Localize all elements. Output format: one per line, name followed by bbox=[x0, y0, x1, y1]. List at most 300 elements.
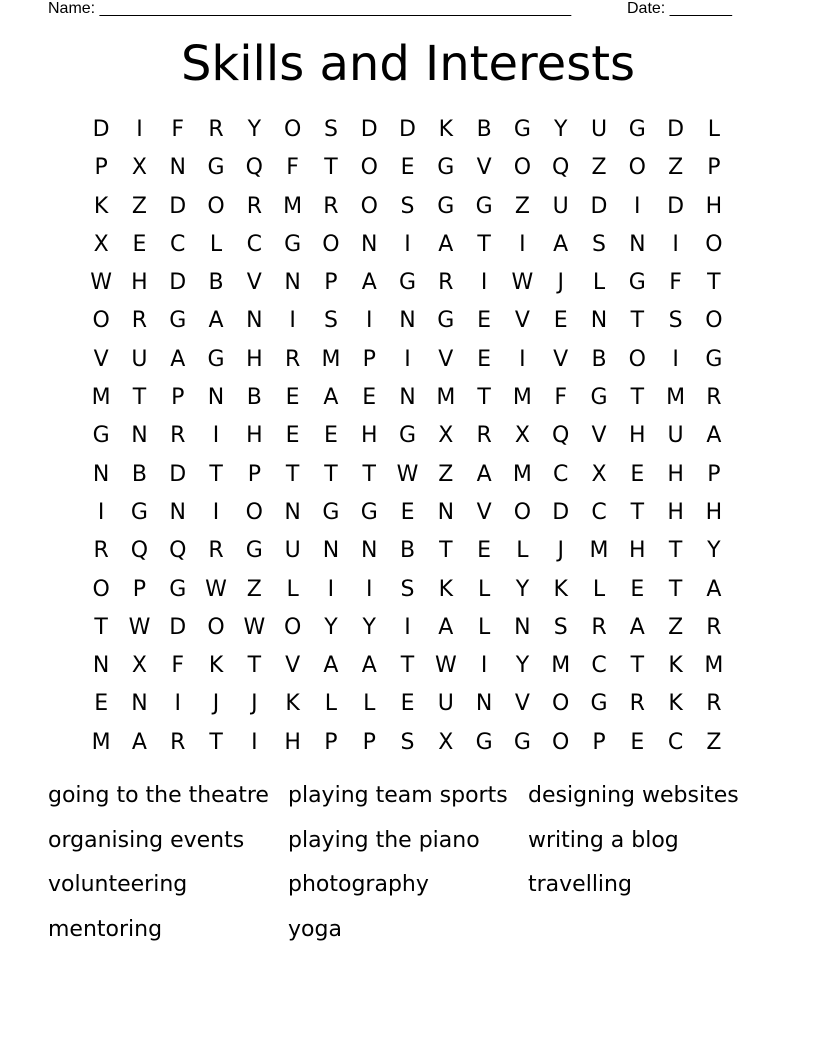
grid-letter: V bbox=[553, 346, 569, 372]
grid-letter: E bbox=[400, 499, 415, 525]
grid-letter: A bbox=[323, 653, 339, 679]
grid-letter: W bbox=[128, 614, 151, 640]
grid-letter: V bbox=[476, 155, 492, 181]
grid-letter: I bbox=[365, 576, 373, 602]
grid-letter: U bbox=[284, 538, 301, 564]
grid-letter: O bbox=[207, 193, 225, 219]
grid-letter: O bbox=[92, 308, 110, 334]
grid-letter: E bbox=[477, 346, 492, 372]
grid-letter: G bbox=[628, 117, 646, 142]
grid-letter: T bbox=[439, 538, 453, 564]
grid-letter: D bbox=[667, 193, 685, 219]
grid-letter: T bbox=[132, 385, 147, 411]
grid-letter: R bbox=[591, 614, 607, 640]
grid-letter: O bbox=[705, 308, 723, 334]
grid-letter: Z bbox=[438, 461, 454, 487]
grid-letter: F bbox=[171, 653, 185, 679]
grid-letter: N bbox=[399, 308, 416, 334]
grid-letter: I bbox=[251, 729, 258, 755]
grid-letter: M bbox=[512, 461, 532, 487]
grid-letter: C bbox=[591, 653, 607, 679]
grid-letter: O bbox=[322, 231, 340, 257]
grid-letter: A bbox=[170, 346, 186, 372]
grid-letter: E bbox=[400, 691, 415, 717]
grid-letter: S bbox=[400, 576, 415, 602]
grid-letter: H bbox=[705, 193, 723, 219]
grid-letter: G bbox=[437, 308, 455, 334]
grid-letter: N bbox=[131, 423, 148, 449]
grid-letter: M bbox=[436, 385, 456, 411]
grid-letter: K bbox=[285, 691, 300, 717]
grid-letter: M bbox=[512, 385, 532, 411]
grid-letter: K bbox=[438, 117, 454, 142]
grid-letter: O bbox=[552, 691, 570, 717]
grid-letter: T bbox=[707, 270, 721, 296]
grid-letter: R bbox=[706, 614, 722, 640]
grid-letter: I bbox=[404, 346, 411, 372]
grid-letter: G bbox=[360, 499, 378, 525]
grid-letter: S bbox=[400, 193, 415, 219]
grid-letter: I bbox=[212, 499, 220, 525]
grid-letter: T bbox=[362, 461, 376, 487]
grid-letter: V bbox=[476, 499, 492, 525]
grid-letter: O bbox=[705, 231, 723, 257]
grid-letter: T bbox=[94, 614, 108, 640]
grid-letter: F bbox=[286, 155, 299, 181]
grid-letter: N bbox=[437, 499, 455, 525]
grid-letter: F bbox=[171, 117, 185, 142]
word-list-item: photography bbox=[288, 872, 429, 897]
grid-letter: N bbox=[169, 499, 186, 525]
grid-letter: Q bbox=[130, 538, 149, 564]
grid-letter: K bbox=[208, 653, 224, 679]
grid-letter: N bbox=[360, 538, 378, 564]
grid-letter: M bbox=[283, 193, 303, 219]
grid-letter: M bbox=[91, 729, 111, 755]
grid-letter: L bbox=[209, 231, 223, 257]
grid-letter: J bbox=[212, 691, 220, 717]
grid-letter: N bbox=[207, 385, 225, 411]
grid-letter: L bbox=[363, 691, 376, 717]
grid-letter: G bbox=[322, 499, 340, 525]
grid-letter: Y bbox=[515, 576, 530, 602]
grid-letter: A bbox=[438, 614, 454, 640]
grid-letter: V bbox=[591, 423, 607, 449]
grid-letter: S bbox=[553, 614, 568, 640]
grid-letter: Q bbox=[245, 155, 263, 181]
grid-letter: T bbox=[209, 461, 223, 487]
grid-letter: G bbox=[437, 155, 455, 181]
grid-letter: R bbox=[131, 308, 148, 334]
grid-letter: E bbox=[323, 423, 338, 449]
grid-letter: P bbox=[324, 270, 338, 296]
grid-letter: W bbox=[205, 576, 227, 602]
grid-letter: G bbox=[130, 499, 148, 525]
grid-letter: R bbox=[706, 691, 722, 717]
grid-letter: Z bbox=[514, 193, 530, 219]
grid-letter: B bbox=[476, 117, 492, 142]
grid-letter: L bbox=[477, 614, 491, 640]
grid-letter: F bbox=[669, 270, 682, 296]
grid-letter: U bbox=[590, 117, 608, 142]
grid-letter: A bbox=[476, 461, 492, 487]
grid-letter: K bbox=[668, 653, 683, 679]
grid-letter: I bbox=[327, 576, 335, 602]
grid-letter: B bbox=[131, 461, 147, 487]
grid-letter: D bbox=[552, 499, 570, 525]
grid-letter: I bbox=[480, 653, 488, 679]
grid-letter: N bbox=[284, 499, 301, 525]
grid-letter: N bbox=[169, 155, 186, 181]
grid-letter: S bbox=[400, 729, 415, 755]
grid-letter: N bbox=[590, 308, 608, 334]
grid-letter: V bbox=[514, 308, 530, 334]
grid-letter: E bbox=[630, 576, 645, 602]
grid-letter: Z bbox=[131, 193, 147, 219]
grid-letter: I bbox=[672, 231, 679, 257]
grid-letter: G bbox=[590, 385, 608, 411]
grid-letter: G bbox=[437, 193, 455, 219]
grid-letter: E bbox=[630, 729, 645, 755]
grid-letter: L bbox=[592, 576, 606, 602]
grid-letter: V bbox=[438, 346, 454, 372]
grid-letter: X bbox=[438, 729, 454, 755]
grid-letter: I bbox=[97, 499, 105, 525]
grid-letter: P bbox=[362, 346, 376, 372]
grid-letter: R bbox=[246, 193, 262, 219]
grid-letter: W bbox=[434, 653, 457, 679]
grid-letter: A bbox=[629, 614, 645, 640]
grid-letter: T bbox=[477, 385, 491, 411]
grid-letter: I bbox=[519, 346, 526, 372]
grid-letter: A bbox=[706, 576, 722, 602]
grid-letter: E bbox=[285, 423, 300, 449]
grid-letter: H bbox=[667, 499, 684, 525]
grid-letter: G bbox=[169, 576, 187, 602]
grid-letter: X bbox=[131, 155, 147, 181]
grid-letter: V bbox=[514, 691, 530, 717]
grid-letter: O bbox=[360, 155, 378, 181]
grid-letter: G bbox=[207, 346, 225, 372]
grid-letter: I bbox=[404, 614, 411, 640]
grid-letter: H bbox=[629, 423, 646, 449]
grid-letter: R bbox=[284, 346, 301, 372]
grid-letter: K bbox=[93, 193, 109, 219]
grid-letter: P bbox=[324, 729, 338, 755]
word-list-item: mentoring bbox=[48, 916, 163, 942]
grid-letter: B bbox=[246, 385, 262, 411]
word-list-item: playing team sports bbox=[288, 783, 508, 808]
grid-letter: V bbox=[93, 346, 109, 372]
grid-letter: Q bbox=[552, 155, 570, 181]
grid-letter: U bbox=[552, 193, 569, 219]
grid-letter: R bbox=[323, 193, 339, 219]
grid-letter: O bbox=[513, 499, 532, 525]
grid-letter: Z bbox=[668, 614, 684, 640]
grid-letter: M bbox=[321, 346, 341, 372]
grid-letter: K bbox=[438, 576, 454, 602]
grid-letter: U bbox=[667, 423, 684, 449]
grid-letter: T bbox=[668, 576, 683, 602]
grid-letter: X bbox=[514, 423, 530, 449]
grid-letter: N bbox=[92, 653, 110, 679]
grid-letter: O bbox=[207, 614, 225, 640]
grid-letter: F bbox=[554, 385, 568, 411]
grid-letter: O bbox=[628, 346, 646, 372]
grid-letter: W bbox=[396, 461, 419, 487]
grid-letter: Z bbox=[668, 155, 684, 181]
grid-letter: D bbox=[399, 117, 416, 142]
grid-letter: S bbox=[323, 117, 338, 142]
grid-letter: X bbox=[438, 423, 454, 449]
word-list-item: yoga bbox=[288, 916, 342, 942]
grid-letter: I bbox=[365, 308, 373, 334]
grid-letter: C bbox=[591, 499, 607, 525]
grid-letter: N bbox=[360, 231, 378, 257]
grid-letter: G bbox=[513, 729, 531, 755]
page-title: Skills and Interests bbox=[180, 36, 636, 92]
grid-letter: K bbox=[553, 576, 568, 602]
grid-letter: C bbox=[246, 231, 263, 257]
grid-letter: G bbox=[628, 270, 646, 296]
grid-letter: I bbox=[519, 231, 526, 257]
grid-letter: P bbox=[94, 155, 108, 181]
grid-letter: W bbox=[511, 270, 534, 296]
grid-letter: O bbox=[552, 729, 570, 755]
grid-letter: H bbox=[131, 270, 148, 296]
grid-letter: E bbox=[477, 308, 492, 334]
grid-letter: Z bbox=[246, 576, 262, 602]
grid-letter: T bbox=[285, 461, 300, 487]
grid-letter: U bbox=[131, 346, 148, 372]
grid-letter: B bbox=[591, 346, 607, 372]
word-list bbox=[48, 774, 768, 952]
grid-letter: T bbox=[630, 499, 645, 525]
grid-letter: H bbox=[246, 346, 263, 372]
grid-letter: I bbox=[634, 193, 641, 219]
grid-letter: Z bbox=[591, 155, 607, 181]
grid-letter: L bbox=[324, 691, 338, 717]
grid-letter: M bbox=[589, 538, 609, 564]
grid-letter: R bbox=[706, 385, 722, 411]
grid-letter: D bbox=[169, 193, 187, 219]
grid-letter: I bbox=[136, 117, 143, 142]
grid-letter: X bbox=[131, 653, 147, 679]
grid-letter: G bbox=[92, 423, 110, 449]
grid-letter: T bbox=[630, 653, 645, 679]
grid-letter: K bbox=[668, 691, 683, 717]
grid-letter: E bbox=[94, 691, 109, 717]
date-field-label: Date: _______ bbox=[627, 0, 732, 17]
grid-letter: A bbox=[553, 231, 569, 257]
grid-letter: P bbox=[132, 576, 147, 602]
grid-letter: T bbox=[477, 231, 491, 257]
grid-letter: H bbox=[246, 423, 263, 449]
grid-letter: S bbox=[592, 231, 606, 257]
word-list-item: designing websites bbox=[528, 783, 739, 808]
grid-letter: H bbox=[667, 461, 684, 487]
grid-letter: Q bbox=[169, 538, 187, 564]
grid-letter: W bbox=[243, 614, 266, 640]
grid-letter: B bbox=[208, 270, 224, 296]
grid-letter: N bbox=[629, 231, 646, 257]
grid-letter: O bbox=[360, 193, 378, 219]
grid-letter: U bbox=[437, 691, 454, 717]
grid-letter: A bbox=[361, 653, 377, 679]
grid-letter: R bbox=[629, 691, 645, 717]
grid-letter: H bbox=[360, 423, 378, 449]
grid-letter: G bbox=[475, 193, 493, 219]
grid-letter: J bbox=[557, 270, 564, 296]
grid-letter: P bbox=[362, 729, 376, 755]
grid-letter: Y bbox=[707, 538, 721, 564]
grid-letter: Y bbox=[553, 117, 568, 142]
grid-letter: J bbox=[557, 538, 564, 564]
grid-letter: R bbox=[208, 117, 224, 142]
grid-letter: R bbox=[93, 538, 109, 564]
grid-letter: L bbox=[477, 576, 491, 602]
grid-letter: M bbox=[91, 385, 111, 411]
grid-letter: V bbox=[285, 653, 301, 679]
grid-letter: Y bbox=[362, 614, 376, 640]
word-list-item: going to the theatre bbox=[48, 783, 269, 808]
grid-letter: E bbox=[285, 385, 300, 411]
grid-letter: A bbox=[706, 423, 722, 449]
grid-letter: N bbox=[92, 461, 110, 487]
grid-letter: T bbox=[209, 729, 223, 755]
grid-letter: R bbox=[170, 423, 186, 449]
grid-letter: H bbox=[629, 538, 646, 564]
grid-letter: T bbox=[324, 461, 338, 487]
grid-letter: Y bbox=[324, 614, 338, 640]
grid-letter: I bbox=[480, 270, 488, 296]
grid-letter: G bbox=[169, 308, 187, 334]
grid-letter: E bbox=[362, 385, 377, 411]
grid-letter: A bbox=[361, 270, 377, 296]
grid-letter: C bbox=[170, 231, 186, 257]
grid-letter: D bbox=[169, 614, 187, 640]
grid-letter: P bbox=[707, 155, 721, 181]
grid-letter: N bbox=[475, 691, 493, 717]
grid-letter: D bbox=[590, 193, 608, 219]
grid-letter: D bbox=[169, 461, 187, 487]
grid-letter: M bbox=[704, 653, 724, 679]
grid-letter: A bbox=[208, 308, 224, 334]
grid-letter: I bbox=[404, 231, 411, 257]
grid-letter: N bbox=[514, 614, 531, 640]
grid-letter: S bbox=[323, 308, 338, 334]
grid-letter: X bbox=[93, 231, 109, 257]
name-field-label: Name: _____________________________________________________ bbox=[48, 0, 572, 17]
grid-letter: T bbox=[324, 155, 338, 181]
grid-letter: G bbox=[398, 423, 417, 449]
grid-letter: G bbox=[705, 346, 723, 372]
grid-letter: O bbox=[245, 499, 263, 525]
grid-letter: E bbox=[132, 231, 147, 257]
grid-letter: G bbox=[245, 538, 263, 564]
grid-letter: N bbox=[131, 691, 148, 717]
grid-letter: T bbox=[400, 653, 415, 679]
grid-letter: V bbox=[246, 270, 262, 296]
grid-letter: W bbox=[90, 270, 113, 296]
grid-letter: G bbox=[284, 231, 302, 257]
grid-letter: N bbox=[322, 538, 340, 564]
grid-letter: B bbox=[399, 538, 416, 564]
grid-letter: P bbox=[707, 461, 721, 487]
grid-letter: C bbox=[553, 461, 569, 487]
word-list-item: playing the piano bbox=[288, 827, 480, 853]
grid-letter: G bbox=[590, 691, 608, 717]
grid-letter: Q bbox=[552, 423, 570, 449]
word-list-item: volunteering bbox=[48, 872, 188, 897]
grid-letter: H bbox=[705, 499, 723, 525]
grid-letter: N bbox=[284, 270, 301, 296]
grid-letter: N bbox=[399, 385, 416, 411]
grid-letter: R bbox=[438, 270, 454, 296]
grid-letter: L bbox=[286, 576, 299, 602]
grid-letter: C bbox=[667, 729, 684, 755]
grid-letter: M bbox=[666, 385, 686, 411]
grid-letter: E bbox=[477, 538, 492, 564]
grid-letter: L bbox=[592, 270, 606, 296]
grid-letter: I bbox=[289, 308, 296, 334]
grid-letter: G bbox=[475, 729, 493, 755]
grid-letter: T bbox=[247, 653, 262, 679]
grid-letter: P bbox=[171, 385, 185, 411]
grid-letter: Y bbox=[515, 653, 530, 679]
grid-letter: L bbox=[707, 117, 721, 142]
grid-letter: A bbox=[438, 231, 454, 257]
grid-letter: O bbox=[628, 155, 646, 181]
grid-letter: O bbox=[283, 614, 302, 640]
grid-letter: P bbox=[592, 729, 606, 755]
grid-letter: O bbox=[92, 576, 110, 602]
grid-letter: E bbox=[553, 308, 568, 334]
grid-letter: D bbox=[667, 117, 685, 142]
grid-letter: N bbox=[246, 308, 263, 334]
grid-letter: I bbox=[212, 423, 220, 449]
grid-letter: D bbox=[92, 117, 110, 142]
grid-letter: E bbox=[630, 461, 645, 487]
grid-letter: T bbox=[668, 538, 683, 564]
word-list-item: writing a blog bbox=[528, 827, 679, 853]
grid-letter: I bbox=[174, 691, 181, 717]
grid-letter: G bbox=[398, 270, 417, 296]
grid-letter: M bbox=[551, 653, 571, 679]
grid-letter: O bbox=[513, 155, 532, 181]
grid-letter: O bbox=[283, 117, 302, 142]
grid-letter: I bbox=[672, 346, 679, 372]
grid-letter: P bbox=[247, 461, 261, 487]
grid-letter: R bbox=[208, 538, 224, 564]
grid-letter: S bbox=[668, 308, 683, 334]
grid-letter: D bbox=[360, 117, 378, 142]
grid-letter: T bbox=[630, 308, 645, 334]
grid-letter: Y bbox=[247, 117, 262, 142]
grid-letter: X bbox=[591, 461, 607, 487]
word-list-item: travelling bbox=[528, 872, 632, 897]
grid-letter: L bbox=[516, 538, 529, 564]
header bbox=[48, 0, 748, 18]
word-list-item: organising events bbox=[48, 827, 245, 853]
grid-letter: Z bbox=[706, 729, 722, 755]
grid-letter: R bbox=[476, 423, 492, 449]
grid-letter: J bbox=[251, 691, 258, 717]
grid-letter: T bbox=[630, 385, 645, 411]
grid-letter: A bbox=[323, 385, 339, 411]
grid-letter: G bbox=[207, 155, 225, 181]
grid-letter: E bbox=[400, 155, 415, 181]
